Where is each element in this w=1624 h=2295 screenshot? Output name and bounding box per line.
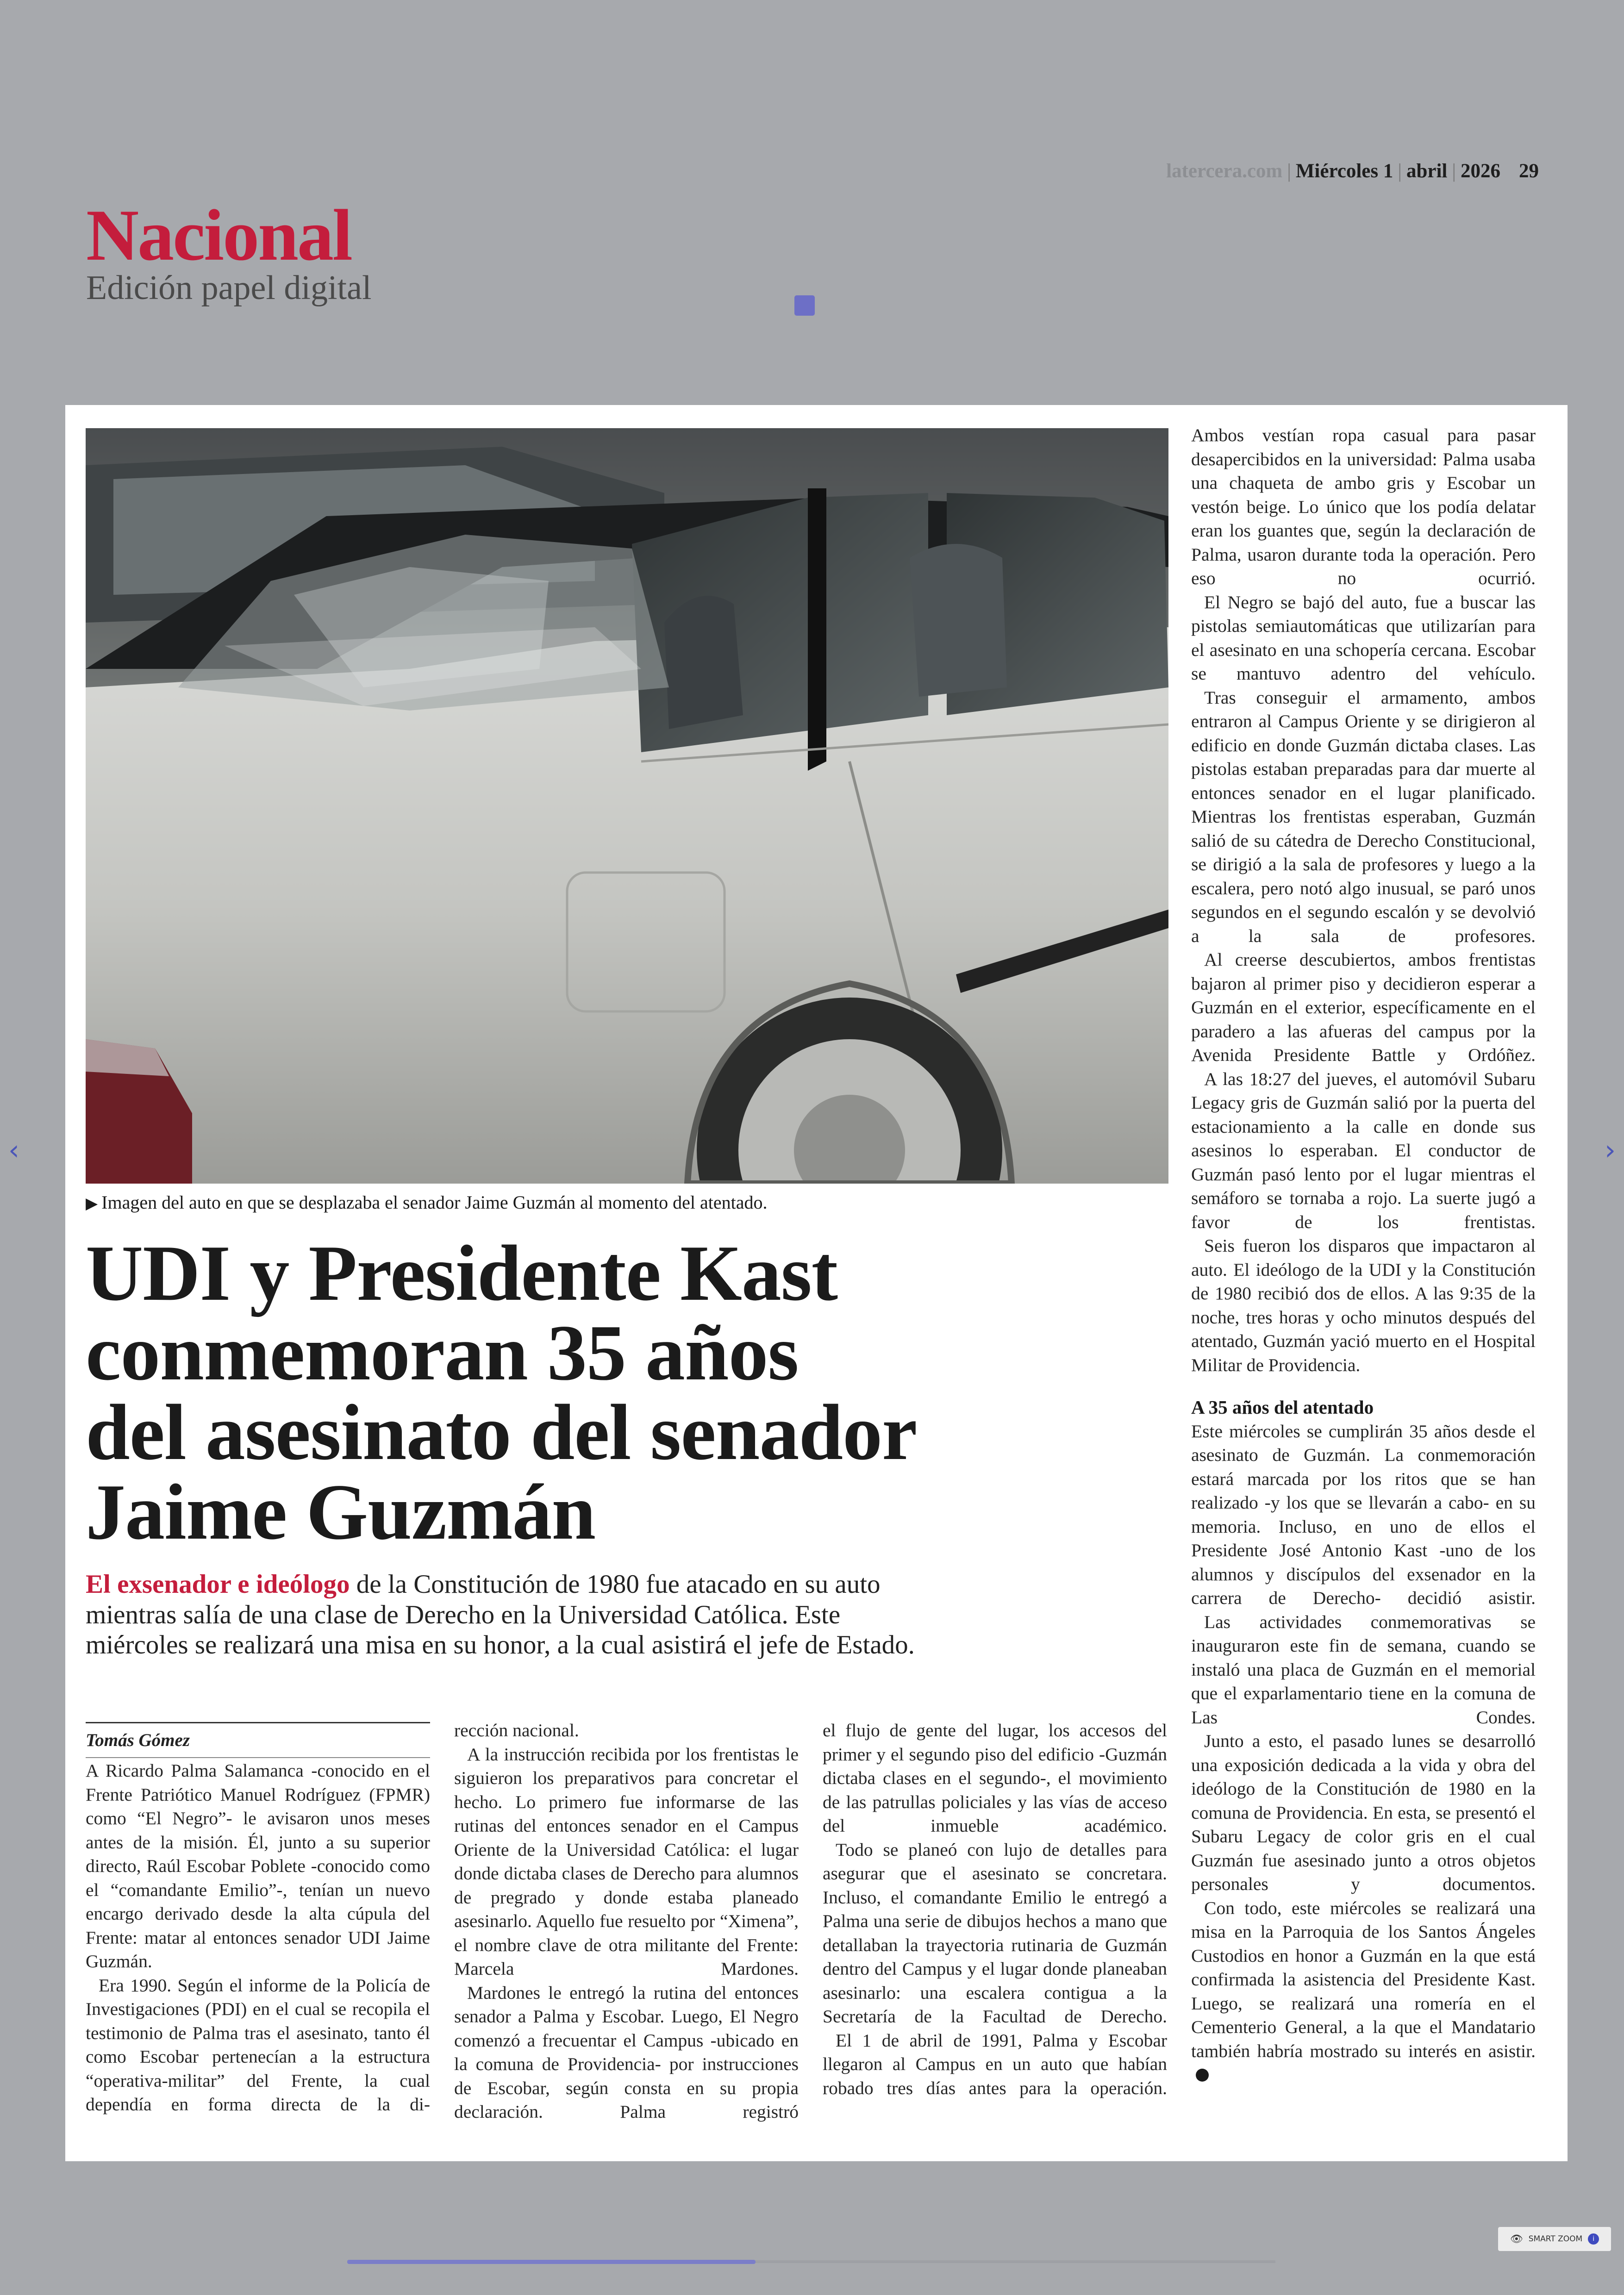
edition-subtitle: Edición papel digital bbox=[86, 269, 372, 307]
body-paragraph: Las actividades conmemorativas se inauguraron este fin de semana, cuando se instaló una placa de Guzmán en el memorial que el exparlamentario tiene en la comuna de Las Condes. bbox=[1191, 1611, 1536, 1727]
lead-line: mientras salía de una clase de Derecho en la Universidad Católica. Este bbox=[86, 1600, 841, 1629]
lead-paragraph bbox=[86, 1569, 1169, 1660]
bookmark-marker-icon[interactable] bbox=[794, 295, 815, 316]
article-column-3 bbox=[823, 1719, 1167, 2100]
page-number: 29 bbox=[1519, 160, 1539, 182]
body-paragraph: Este miércoles se cumplirán 35 años desde el asesinato de Guzmán. La conmemoración estará marcada por los ritos que se han realizado -y los que se llevarán a cabo- en su memoria. Incluso, en uno de ellos el Presidente José Antonio Kast -uno de los alumnos y discípulos del exsenador en la carrera de Derecho- decidió asistir. bbox=[1191, 1421, 1536, 1608]
lead-line: El exsenador e ideólogo de la Constitución de 1980 fue atacado en su auto bbox=[86, 1570, 881, 1599]
lead-highlight: El exsenador e ideólogo bbox=[86, 1570, 350, 1599]
edition-line: latercera.com | Miércoles 1 | abril | 2026 29 bbox=[1166, 160, 1539, 182]
byline: Tomás Gómez bbox=[86, 1722, 430, 1758]
headline-line: UDI y Presidente Kast bbox=[86, 1229, 838, 1317]
body-paragraph: Todo se planeó con lujo de detalles para asegurar que el asesinato se concretara. Incluso, el comandante Emilio le entregó a Palma una serie de dibujos hechos a mano que detallaban la trayectoria rutinaria de Guzmán dentro del Campus y el lugar donde planeaban asesinarlo: una escalera contigua a la Secretaría de la Facultad de Derecho. bbox=[823, 1839, 1167, 2027]
photo-caption-text: Imagen del auto en que se desplazaba el senador Jaime Guzmán al momento del atentado. bbox=[101, 1192, 768, 1213]
body-paragraph: Al creerse descubiertos, ambos frentistas bajaron al primer piso y decidieron esperar a Guzmán en el exterior, específicamente en el paradero a las afueras del campus por la Avenida Presidente Battle y Ordóñez. bbox=[1191, 949, 1536, 1065]
body-paragraph: El Negro se bajó del auto, fue a buscar las pistolas semiautomáticas que utilizarían para el asesinato en una schopería cercana. Escobar se mantuvo adentro del vehículo. bbox=[1191, 592, 1536, 684]
eye-icon: 👁 bbox=[1510, 2233, 1523, 2245]
lead-line: miércoles se realizará una misa en su honor, a la cual asistirá el jefe de Estado. bbox=[86, 1630, 915, 1660]
body-paragraph: A las 18:27 del jueves, el automóvil Subaru Legacy gris de Guzmán salió por la puerta del estacionamiento a la calle en donde sus asesinos lo esperaban. El conductor de Guzmán pasó lento por el lugar mientras el semáforo se tornaba a rojo. La suerte jugó a favor de los frentistas. bbox=[1191, 1068, 1536, 1232]
body-paragraph: Era 1990. Según el informe de la Policía de Investigaciones (PDI) en el cual se recopila el testimonio de Palma tras el asesinato, tanto él como Escobar pertenecían a la estructura “operativa-militar” del Frente, la cual dependía en forma directa de la di- bbox=[86, 1975, 430, 2114]
info-badge-icon: i bbox=[1588, 2233, 1599, 2245]
newspaper-page bbox=[65, 405, 1568, 2161]
body-paragraph bbox=[1191, 1896, 1536, 2087]
next-page-arrow-icon[interactable]: › bbox=[1605, 1134, 1616, 1166]
body-paragraph: el flujo de gente del lugar, los accesos del primer y el segundo piso del edificio -Guzmán dictaba clases en el segundo-, el movimiento de las patrullas policiales y las vías de acceso del inmueble académico. bbox=[823, 1720, 1167, 1836]
article-column-2 bbox=[454, 1719, 799, 2124]
end-mark-icon bbox=[1196, 2069, 1209, 2082]
photo-caption bbox=[86, 1191, 1169, 1214]
body-paragraph: El 1 de abril de 1991, Palma y Escobar llegaron al Campus en un auto que habían robado tres días antes para la operación. bbox=[823, 2030, 1167, 2098]
body-paragraph: Ambos vestían ropa casual para pasar desapercibidos en la universidad: Palma usaba una chaqueta de ambo gris y Escobar un vestón beige. Lo único que los podía delatar eran los guantes que, según la declaración de Palma, usaron durante toda la operación. Pero eso no ocurrió. bbox=[1191, 425, 1536, 588]
body-paragraph: Seis fueron los disparos que impactaron al auto. El ideólogo de la UDI y la Constitución de 1980 recibió dos de ellos. A las 9:35 de la noche, tres horas y ocho minutos después del atentado, Guzmán yació muerto en el Hospital Militar de Providencia. bbox=[1191, 1235, 1536, 1375]
edition-year: 2026 bbox=[1461, 160, 1500, 182]
edition-month: abril bbox=[1406, 160, 1448, 182]
body-paragraph: rección nacional. bbox=[454, 1720, 579, 1740]
page-progress-fill bbox=[347, 2260, 756, 2264]
headline-line: Jaime Guzmán bbox=[86, 1468, 596, 1556]
site-name: latercera.com bbox=[1166, 160, 1283, 182]
caption-arrow-icon: ▶ bbox=[86, 1195, 98, 1212]
headline bbox=[86, 1229, 1169, 1556]
body-paragraph: Mardones le entregó la rutina del entonces senador a Palma y Escobar. Luego, El Negro comenzó a frecuentar el Campus -ubicado en la comuna de Providencia- por instrucciones de Escobar, según consta en su propia declaración. Palma registró bbox=[454, 1982, 799, 2122]
subhead: A 35 años del atentado bbox=[1191, 1397, 1374, 1418]
car-photo bbox=[86, 428, 1168, 1184]
article-column-4 bbox=[1191, 424, 1536, 2087]
body-paragraph: Tras conseguir el armamento, ambos entraron al Campus Oriente y se dirigieron al edificio en donde Guzmán dictaba clases. Las pistolas estaban preparadas para dar muerte al entonces senador en el lugar planificado. Mientras los frentistas esperaban, Guzmán salió de su cátedra de Derecho Constitucional, se dirigió a la sala de profesores y luego a la escalera, pero notó algo inusual, se paró unos segundos en el segundo escalón y se devolvió a la sala de profesores. bbox=[1191, 687, 1536, 946]
body-paragraph: A la instrucción recibida por los frentistas le siguieron los preparativos para concretar el hecho. Lo primero fue informarse de las rutinas del entonces senador en el Campus Oriente de la Universidad Católica: el lugar donde dictaba clases de Derecho para alumnos de pregrado y donde estaba planeado asesinarlo. Aquello fue resuelto por “Ximena”, el nombre clave de otra militante del Frente: Marcela Mardones. bbox=[454, 1744, 799, 1979]
edition-weekday: Miércoles 1 bbox=[1295, 160, 1393, 182]
headline-line: del asesinato del senador bbox=[86, 1389, 917, 1477]
smart-zoom-button[interactable] bbox=[1498, 2227, 1611, 2251]
section-title: Nacional bbox=[86, 195, 351, 276]
headline-line: conmemoran 35 años bbox=[86, 1309, 799, 1397]
prev-page-arrow-icon[interactable]: ‹ bbox=[8, 1134, 19, 1166]
article-column-1 bbox=[86, 1759, 430, 2117]
smart-zoom-label: SMART ZOOM bbox=[1528, 2234, 1583, 2244]
body-paragraph: A Ricardo Palma Salamanca -conocido en el Frente Patriótico Manuel Rodríguez (FPMR) como “El Negro”- le avisaron unos meses antes de la misión. Él, junto a su superior directo, Raúl Escobar Poblete -conocido como el “comandante Emilio”-, tenían un nuevo encargo derivado desde la alta cúpula del Frente: matar al entonces senador UDI Jaime Guzmán. bbox=[86, 1760, 430, 1971]
body-paragraph: Junto a esto, el pasado lunes se desarrolló una exposición dedicada a la vida y obra del ideólogo de la Constitución de 1980 en la comuna de Providencia. En esta, se presentó el Subaru Legacy de color gris en el cual Guzmán fue asesinado junto a otros objetos personales y documentos. bbox=[1191, 1731, 1536, 1894]
car-photo-illustration bbox=[86, 428, 1168, 1184]
final-paragraph-text: Con todo, este miércoles se realizará una misa en la Parroquia de los Santos Ángeles Custodios en honor a Guzmán en la que está confirmada la asistencia del Presidente Kast. Luego, se realizará una romería en el Cementerio General, a la que el Mandatario también habría mostrado su interés en asistir. bbox=[1191, 1897, 1536, 2061]
